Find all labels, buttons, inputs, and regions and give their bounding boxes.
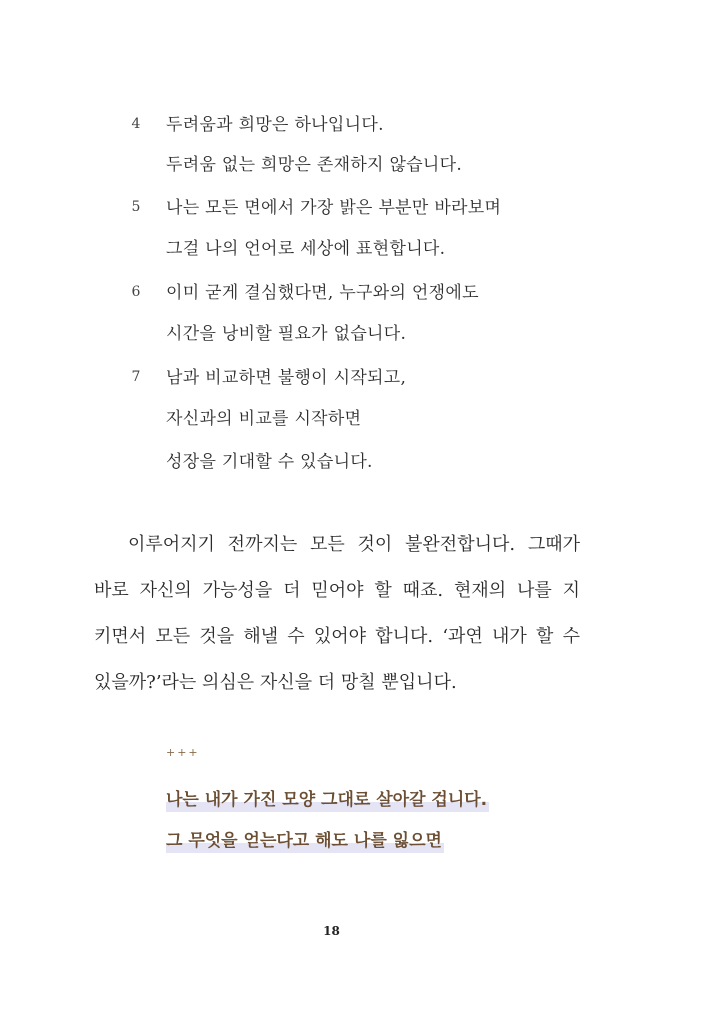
list-line: 나는 모든 면에서 가장 밝은 부분만 바라보며	[166, 198, 502, 218]
section-separator: +++	[166, 746, 200, 759]
list-number: 6	[131, 284, 141, 300]
page-number: 18	[323, 924, 340, 938]
list-line: 그걸 나의 언어로 세상에 표현합니다.	[166, 239, 446, 259]
list-item-5	[0, 193, 715, 223]
list-line: 성장을 기대할 수 있습니다.	[166, 452, 373, 472]
list-line: 두려움 없는 희망은 존재하지 않습니다.	[166, 155, 463, 175]
highlighted-quote-line	[166, 785, 489, 810]
paragraph-line: 이루어지기 전까지는 모든 것이 불완전합니다. 그때가	[128, 534, 580, 555]
list-item-6-continuation	[0, 319, 715, 349]
list-item-4-continuation	[0, 150, 715, 180]
paragraph-line: 키면서 모든 것을 해낼 수 있어야 합니다. ‘과연 내가 할 수	[94, 626, 580, 647]
list-line: 자신과의 비교를 시작하면	[166, 409, 362, 429]
list-item-7-continuation	[0, 404, 715, 434]
paragraph-line: 있을까?’라는 의심은 자신을 더 망칠 뿐입니다.	[94, 672, 457, 693]
list-item-5-continuation	[0, 234, 715, 264]
list-line: 이미 굳게 결심했다면, 누구와의 언쟁에도	[166, 283, 479, 303]
list-item-7	[0, 363, 715, 393]
list-number: 4	[131, 116, 141, 132]
quote-text: 나는 내가 가진 모양 그대로 살아갈 겁니다.	[166, 790, 488, 810]
quote-text: 그 무엇을 얻는다고 해도 나를 잃으면	[166, 831, 442, 851]
list-line: 두려움과 희망은 하나입니다.	[166, 115, 384, 135]
list-number: 7	[131, 369, 141, 385]
list-item-7-continuation	[0, 447, 715, 477]
highlighted-quote-line	[166, 826, 444, 851]
list-item-6	[0, 278, 715, 308]
body-paragraph	[94, 522, 580, 706]
list-number: 5	[131, 199, 141, 215]
list-item-4	[0, 110, 715, 140]
paragraph-line: 바로 자신의 가능성을 더 믿어야 할 때죠. 현재의 나를 지	[94, 580, 580, 601]
list-line: 시간을 낭비할 필요가 없습니다.	[166, 324, 407, 344]
list-line: 남과 비교하면 불행이 시작되고,	[166, 368, 407, 388]
